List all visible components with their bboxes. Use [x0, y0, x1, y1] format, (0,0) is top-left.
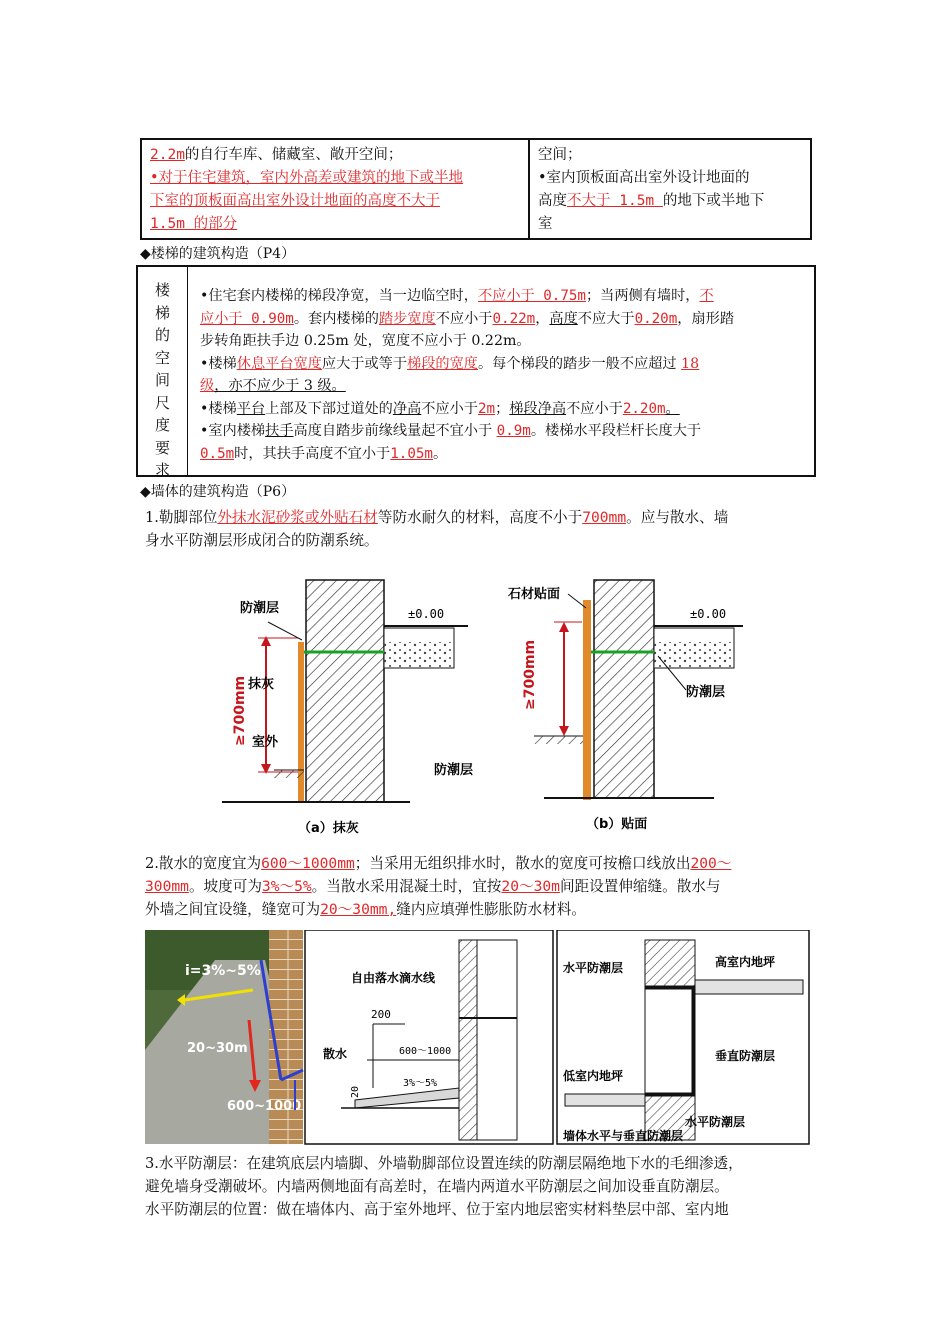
label-low-floor: 低室内地坪	[563, 1069, 624, 1083]
photo-slope-label: i=3%~5%	[185, 963, 261, 979]
stairs-side-label	[138, 267, 188, 479]
red-underlined-text: 下室的顶板面高出室外设计地面的高度不大于	[150, 193, 440, 209]
label-damp-course: 防潮层	[240, 601, 280, 616]
text: 的自行车库、储藏室、敞开空间；	[184, 147, 403, 163]
slope-label: 3%～5%	[403, 1078, 438, 1089]
apron-label: 散水	[323, 1047, 348, 1061]
plinth-diagram-b	[508, 580, 743, 832]
paragraph-plinth: 1.勒脚部位外抹水泥砂浆或外贴石材等防水耐久的材料，高度不小于700mm。应与散水、墙 身水平防潮层形成闭合的防潮系统。	[145, 509, 729, 549]
damp-layers-diagram	[557, 930, 809, 1144]
text: 室	[538, 216, 553, 232]
side-char: 间	[154, 371, 170, 389]
top-table-right-cell	[530, 140, 810, 238]
side-char: 梯	[154, 303, 170, 322]
text: 的地下或半地下	[662, 193, 765, 209]
stairs-table	[136, 265, 816, 477]
caption-b: （b）贴面	[586, 817, 648, 832]
stairs-rule-3: •楼梯平台上部及下部过道处的净高不应小于2m；梯段净高不应小于2.20m。	[200, 400, 680, 417]
label-damp-course: 防潮层	[686, 685, 726, 700]
dim-700-label: ≥700mm	[522, 639, 538, 710]
photo-width-label: 600~1000	[227, 1099, 302, 1114]
label-vertical: 垂直防潮层	[715, 1049, 776, 1063]
dim-20-label: 20	[350, 1085, 361, 1098]
apron-section-diagram	[305, 930, 553, 1144]
dim-600-label: 600～1000	[399, 1046, 452, 1057]
top-table	[140, 138, 812, 240]
label-outdoor: 室外	[252, 735, 279, 750]
side-char: 尺	[154, 393, 170, 412]
red-underlined-text: •对于住宅建筑，室内外高差或建筑的地下或半地	[150, 170, 464, 186]
side-char: 的	[154, 326, 170, 344]
label-stone-facing: 石材贴面	[508, 587, 561, 602]
red-text: 2.2m	[150, 147, 185, 163]
text: •室内顶板面高出室外设计地面的	[538, 170, 750, 186]
side-char: 楼	[154, 281, 170, 299]
dim-200-label: 200	[371, 1008, 391, 1021]
paragraph-apron: 2.散水的宽度宜为600～1000mm；当采用无组织排水时，散水的宽度可按檐口线放出200～ 300mm。坡度可为3%～5%。当散水采用混凝土时，宜按20～30m间距设置伸缩缝。散水与 外墙之间宜设缝，缝宽可为20～30mm,缝内应填弹性膨胀防水材料。	[145, 855, 732, 918]
text: 高度	[538, 193, 567, 209]
plinth-diagram-a	[222, 580, 473, 836]
dim-700-label: ≥700mm	[232, 675, 248, 746]
level-label: ±0.00	[408, 607, 445, 621]
stairs-rule-2: •楼梯休息平台宽度应大于或等于梯段的宽度。每个梯段的踏步一般不应超过 18 级，亦不应少于 3 级。	[200, 355, 700, 394]
label-high-floor: 高室内地坪	[715, 955, 776, 969]
section-heading-wall: ◆墙体的建筑构造（P6）	[140, 484, 296, 500]
stairs-rule-1: •住宅套内楼梯的梯段净宽，当一边临空时，不应小于 0.75m；当两侧有墙时，不 应小于 0.90m。套内楼梯的踏步宽度不应小于0.22m，高度不应大于0.20m，扇形踏 步转角距扶手边 0.25m 处，宽度不应小于 0.22m。	[200, 288, 735, 349]
red-underlined-text: 1.5m 的部分	[150, 216, 238, 232]
label-horizontal-bottom: 水平防潮层	[685, 1115, 746, 1129]
level-label: ±0.00	[690, 607, 727, 621]
apron-figure	[145, 930, 810, 1145]
label-plaster: 抹灰	[248, 677, 275, 692]
top-table-left-cell	[142, 140, 530, 238]
damp-caption: 墙体水平与垂直防潮层	[563, 1129, 684, 1143]
side-char: 要	[154, 438, 170, 457]
paragraph-damp-course: 3.水平防潮层：在建筑底层内墙脚、外墙勒脚部位设置连续的防潮层隔绝地下水的毛细渗透， 避免墙身受潮破坏。内墙两侧地面有高差时，在墙内两道水平防潮层之间加设垂直防潮层。 水平防潮层的位置：做在墙体内、高于室外地坪、位于室内地层密实材料垫层中部、室内地	[145, 1155, 743, 1218]
side-char: 度	[154, 416, 170, 434]
photo-joint-label: 20~30m	[187, 1041, 248, 1056]
side-char: 空	[154, 348, 170, 367]
stairs-rule-4: •室内楼梯扶手高度自踏步前缘线量起不宜小于 0.9m。楼梯水平段栏杆长度大于 0.5m时，其扶手高度不宜小于1.05m。	[200, 423, 702, 462]
red-text: 不大于 1.5m	[567, 193, 663, 209]
stairs-body	[188, 267, 814, 475]
section-heading-stairs: ◆楼梯的建筑构造（P4）	[140, 246, 296, 262]
apron-photo	[145, 930, 303, 1144]
label-horizontal-top: 水平防潮层	[563, 961, 624, 975]
drip-line-label: 自由落水滴水线	[351, 971, 436, 985]
text: 空间；	[538, 147, 582, 163]
label-damp-course-2: 防潮层	[434, 763, 474, 778]
side-char: 求	[154, 461, 170, 479]
plinth-figure	[198, 560, 778, 840]
caption-a: （a）抹灰	[298, 821, 359, 836]
